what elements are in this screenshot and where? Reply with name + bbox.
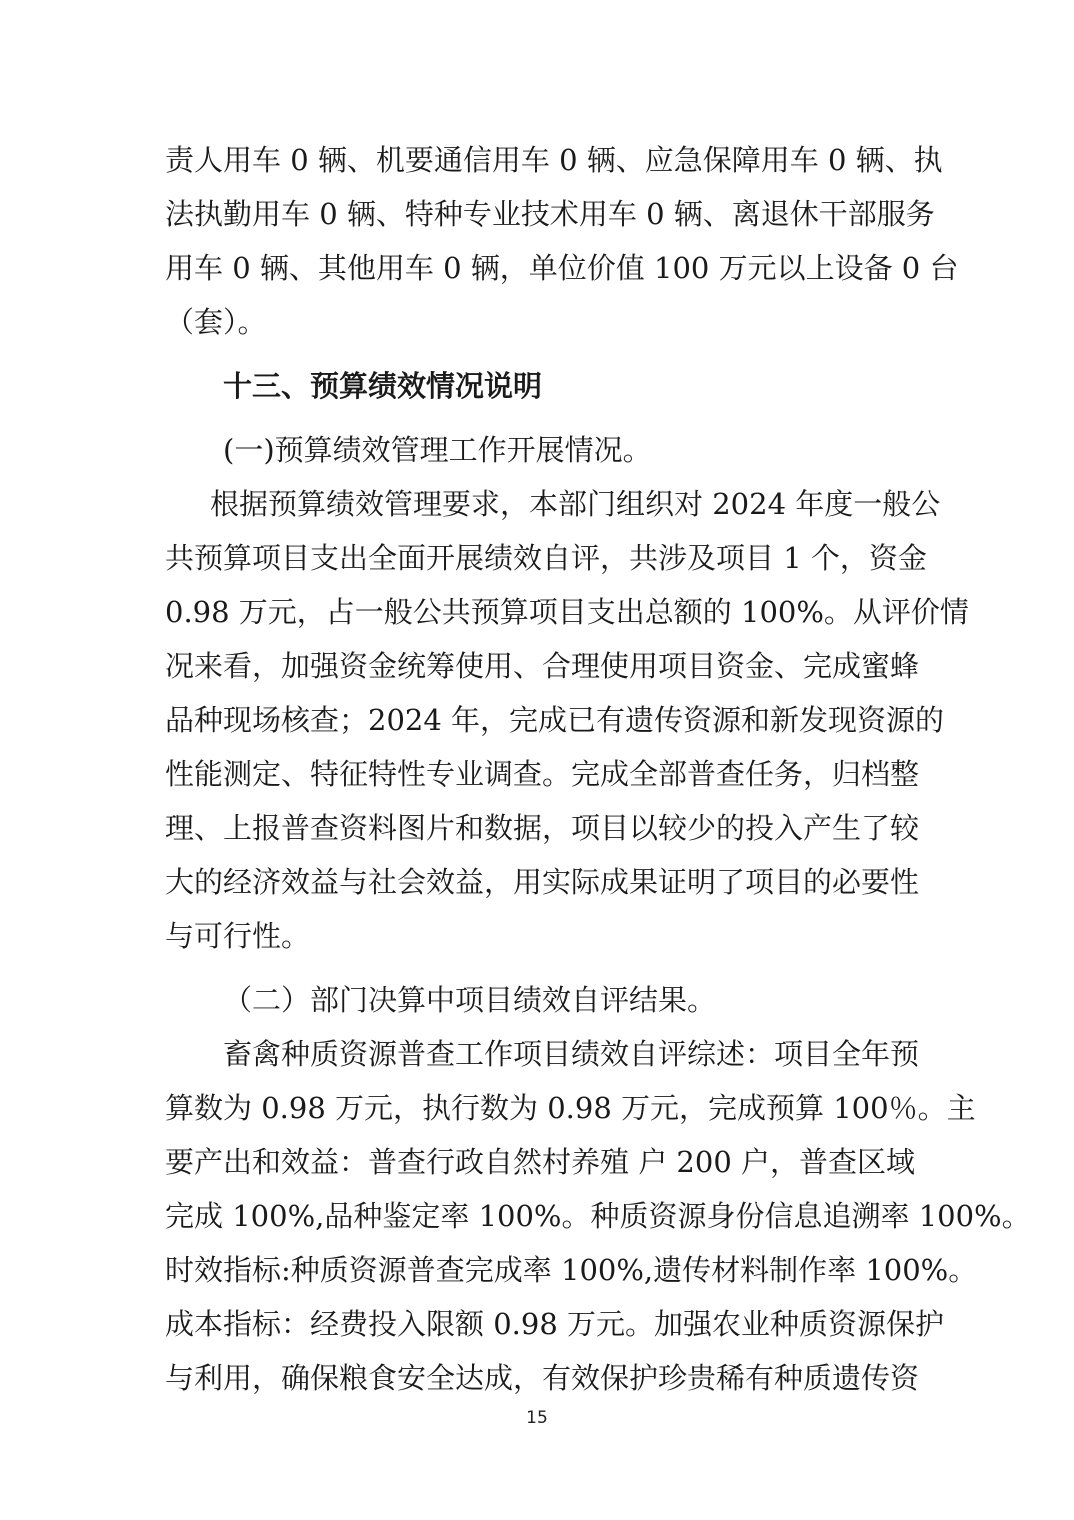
sub-heading-management: (一)预算绩效管理工作开展情况。	[223, 433, 652, 467]
text-line: 理、上报普查资料图片和数据，项目以较少的投入产生了较	[165, 811, 920, 845]
text-line: 与利用，确保粮食安全达成，有效保护珍贵稀有种质遗传资	[165, 1361, 920, 1395]
text-line: 大的经济效益与社会效益，用实际成果证明了项目的必要性	[165, 865, 920, 899]
text-line: 责人用车 0 辆、机要通信用车 0 辆、应急保障用车 0 辆、执	[165, 143, 943, 177]
text-line: 与可行性。	[165, 919, 311, 953]
text-line: （套）。	[165, 305, 267, 339]
text-line: 成本指标：经费投入限额 0.98 万元。加强农业种质资源保护	[165, 1307, 945, 1341]
paragraph-results	[165, 1027, 1031, 1405]
text-line: 品种现场核查；2024 年，完成已有遗传资源和新发现资源的	[165, 703, 945, 737]
text-line: 时效指标:种质资源普查完成率 100%,遗传材料制作率 100%。	[165, 1253, 978, 1287]
text-line: 要产出和效益：普查行政自然村养殖 户 200 户，普查区域	[165, 1145, 916, 1179]
text-line: 况来看，加强资金统筹使用、合理使用项目资金、完成蜜蜂	[165, 649, 920, 683]
section-heading: 十三、预算绩效情况说明	[223, 369, 543, 403]
page-number: 15	[526, 1408, 548, 1428]
text-line: 用车 0 辆、其他用车 0 辆，单位价值 100 万元以上设备 0 台	[165, 251, 959, 285]
text-line: 算数为 0.98 万元，执行数为 0.98 万元，完成预算 100％。主	[165, 1091, 976, 1125]
paragraph-management	[165, 477, 969, 963]
text-line: 0.98 万元，占一般公共预算项目支出总额的 100%。从评价情	[165, 595, 969, 629]
text-line: 完成 100%,品种鉴定率 100%。种质资源身份信息追溯率 100%。	[165, 1199, 1031, 1233]
text-line: 共预算项目支出全面开展绩效自评，共涉及项目 1 个，资金	[165, 541, 927, 575]
sub-heading-results: （二）部门决算中项目绩效自评结果。	[223, 983, 717, 1017]
text-line: 畜禽种质资源普查工作项目绩效自评综述：项目全年预	[223, 1037, 920, 1071]
text-line: 法执勤用车 0 辆、特种专业技术用车 0 辆、离退休干部服务	[165, 197, 935, 231]
text-line: 根据预算绩效管理要求，本部门组织对 2024 年度一般公	[210, 487, 941, 521]
document-body	[165, 133, 1031, 1405]
text-line: 性能测定、特征特性专业调查。完成全部普查任务，归档整	[165, 757, 920, 791]
paragraph-vehicles	[165, 133, 959, 349]
